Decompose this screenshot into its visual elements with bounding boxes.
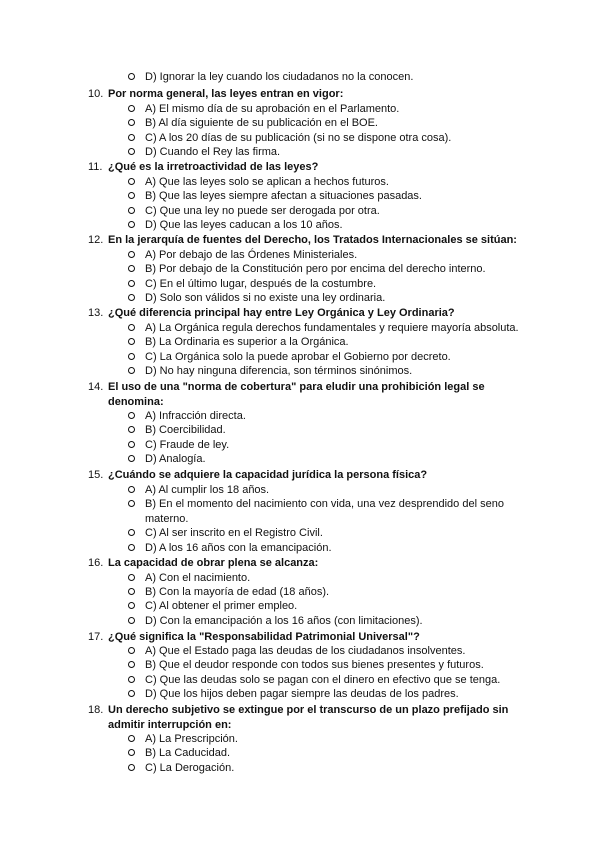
- radio-bullet-icon: [128, 617, 135, 624]
- option-text: D) Solo son válidos si no existe una ley ordinaria.: [145, 292, 386, 304]
- radio-bullet-icon: [128, 588, 135, 595]
- radio-bullet-icon: [128, 764, 135, 771]
- option-text: A) Al cumplir los 18 años.: [145, 484, 270, 496]
- radio-bullet-icon: [128, 661, 135, 668]
- radio-bullet-icon: [128, 178, 135, 185]
- option-text: C) Fraude de ley.: [145, 439, 230, 451]
- radio-bullet-icon: [128, 324, 135, 331]
- radio-bullet-icon: [128, 426, 135, 433]
- radio-bullet-icon: [128, 486, 135, 493]
- radio-bullet-icon: [128, 105, 135, 112]
- option-text: A) Que las leyes solo se aplican a hechos futuros.: [145, 176, 389, 188]
- option-text: B) Que las leyes siempre afectan a situaciones pasadas.: [145, 190, 422, 202]
- radio-bullet-icon: [128, 148, 135, 155]
- question-number: 17.: [88, 631, 104, 643]
- radio-bullet-icon: [128, 119, 135, 126]
- option-text: D) A los 16 años con la emancipación.: [145, 542, 332, 554]
- option-text: A) Infracción directa.: [145, 410, 246, 422]
- option-text: D) No hay ninguna diferencia, son términos sinónimos.: [145, 365, 413, 377]
- radio-bullet-icon: [128, 207, 135, 214]
- question-text: ¿Qué es la irretroactividad de las leyes?: [108, 161, 319, 173]
- question-text: ¿Cuándo se adquiere la capacidad jurídica la persona física?: [108, 469, 428, 481]
- option-text: B) La Ordinaria es superior a la Orgánica.: [145, 336, 349, 348]
- radio-bullet-icon: [128, 441, 135, 448]
- radio-bullet-icon: [128, 265, 135, 272]
- option-text: D) Cuando el Rey las firma.: [145, 146, 281, 158]
- question-number: 11.: [88, 161, 103, 173]
- radio-bullet-icon: [128, 647, 135, 654]
- option-text: C) Que las deudas solo se pagan con el dinero en efectivo que se tenga.: [145, 674, 501, 686]
- option-text: B) En el momento del nacimiento con vida, una vez desprendido del seno materno.: [145, 498, 504, 525]
- option-text: D) Con la emancipación a los 16 años (con limitaciones).: [145, 615, 423, 627]
- option-text: D) Analogía.: [145, 453, 206, 465]
- question-number: 10.: [88, 88, 104, 100]
- radio-bullet-icon: [128, 280, 135, 287]
- option-text: A) La Prescripción.: [145, 733, 238, 745]
- option-text: B) Coercibilidad.: [145, 424, 226, 436]
- option-text: C) Que una ley no puede ser derogada por otra.: [145, 205, 380, 217]
- option-text: A) Por debajo de las Órdenes Ministeriales.: [145, 249, 358, 261]
- radio-bullet-icon: [128, 690, 135, 697]
- option-text: C) La Orgánica solo la puede aprobar el Gobierno por decreto.: [145, 351, 451, 363]
- option-text: C) En el último lugar, después de la costumbre.: [145, 278, 377, 290]
- radio-bullet-icon: [128, 251, 135, 258]
- radio-bullet-icon: [128, 221, 135, 228]
- radio-bullet-icon: [128, 749, 135, 756]
- question-text: En la jerarquía de fuentes del Derecho, los Tratados Internacionales se sitúan:: [108, 234, 517, 246]
- question-number: 18.: [88, 704, 104, 716]
- radio-bullet-icon: [128, 500, 135, 507]
- radio-bullet-icon: [128, 192, 135, 199]
- question-text: ¿Qué diferencia principal hay entre Ley Orgánica y Ley Ordinaria?: [108, 307, 455, 319]
- question-number: 16.: [88, 557, 104, 569]
- question-number: 15.: [88, 469, 104, 481]
- radio-bullet-icon: [128, 735, 135, 742]
- radio-bullet-icon: [128, 367, 135, 374]
- radio-bullet-icon: [128, 544, 135, 551]
- question-text: Por norma general, las leyes entran en vigor:: [108, 88, 344, 100]
- question-number: 14.: [88, 381, 104, 393]
- question-number: 12.: [88, 234, 104, 246]
- option-text: B) Al día siguiente de su publicación en el BOE.: [145, 117, 378, 129]
- radio-bullet-icon: [128, 412, 135, 419]
- option-text: D) Que las leyes caducan a los 10 años.: [145, 219, 343, 231]
- radio-bullet-icon: [128, 602, 135, 609]
- option-text: C) Al ser inscrito en el Registro Civil.: [145, 527, 323, 539]
- question-text: Un derecho subjetivo se extingue por el transcurso de un plazo prefijado sin admitir interrupción en:: [108, 704, 509, 731]
- option-text: A) La Orgánica regula derechos fundamentales y requiere mayoría absoluta.: [145, 322, 519, 334]
- radio-bullet-icon: [128, 676, 135, 683]
- option-text: C) A los 20 días de su publicación (si no se dispone otra cosa).: [145, 132, 452, 144]
- option-text: A) Con el nacimiento.: [145, 572, 251, 584]
- radio-bullet-icon: [128, 455, 135, 462]
- option-text: B) Por debajo de la Constitución pero por encima del derecho interno.: [145, 263, 486, 275]
- radio-bullet-icon: [128, 574, 135, 581]
- option-text: D) Que los hijos deben pagar siempre las deudas de los padres.: [145, 688, 459, 700]
- radio-bullet-icon: [128, 134, 135, 141]
- option-text: C) Al obtener el primer empleo.: [145, 600, 298, 612]
- radio-bullet-icon: [128, 353, 135, 360]
- radio-bullet-icon: [128, 294, 135, 301]
- question-text: El uso de una "norma de cobertura" para eludir una prohibición legal se denomina:: [108, 381, 485, 408]
- radio-bullet-icon: [128, 529, 135, 536]
- option-text: B) Con la mayoría de edad (18 años).: [145, 586, 330, 598]
- radio-bullet-icon: [128, 338, 135, 345]
- option-text: A) Que el Estado paga las deudas de los ciudadanos insolventes.: [145, 645, 466, 657]
- question-text: La capacidad de obrar plena se alcanza:: [108, 557, 319, 569]
- option-text: C) La Derogación.: [145, 762, 235, 774]
- option-text: A) El mismo día de su aprobación en el Parlamento.: [145, 103, 400, 115]
- option-text: B) La Caducidad.: [145, 747, 230, 759]
- question-text: ¿Qué significa la "Responsabilidad Patrimonial Universal"?: [108, 631, 420, 643]
- radio-bullet-icon: [128, 73, 135, 80]
- option-text: B) Que el deudor responde con todos sus bienes presentes y futuros.: [145, 659, 484, 671]
- question-number: 13.: [88, 307, 104, 319]
